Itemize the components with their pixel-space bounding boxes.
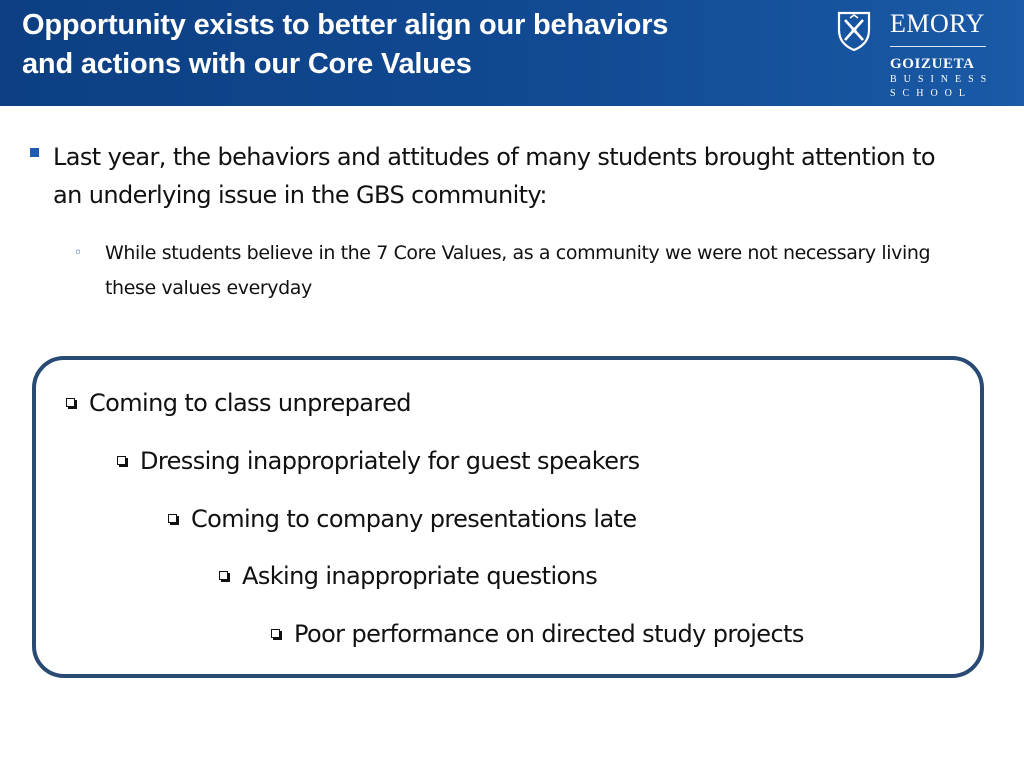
slide-title-line1: Opportunity exists to better align our behaviors	[22, 9, 669, 41]
logo-divider	[890, 46, 986, 47]
checkbox-bullet-icon	[66, 398, 75, 407]
behavior-item-text: Coming to company presentations late	[191, 505, 637, 533]
sub-bullet-text: While students believe in the 7 Core Values, as a community we were not necessary living these values everyday	[105, 242, 931, 299]
behavior-item-text: Poor performance on directed study projects	[294, 620, 804, 648]
logo-emory-text: EMORY	[890, 9, 985, 38]
checkbox-bullet-icon	[219, 571, 228, 580]
checkbox-bullet-icon	[168, 514, 177, 523]
logo-business-text: BUSINESS	[890, 74, 994, 85]
emory-goizueta-logo	[834, 6, 994, 102]
logo-school-text: SCHOOL	[890, 88, 973, 99]
behavior-item-text: Asking inappropriate questions	[242, 562, 598, 590]
square-bullet-icon	[30, 148, 39, 157]
behavior-item-text: Coming to class unprepared	[89, 389, 411, 417]
header-band	[0, 0, 1024, 106]
logo-goizueta-text: GOIZUETA	[890, 56, 975, 72]
checkbox-bullet-icon	[117, 456, 126, 465]
slide-title-line2: and actions with our Core Values	[22, 48, 472, 80]
emory-shield-icon	[836, 10, 872, 52]
checkbox-bullet-icon	[271, 629, 280, 638]
behavior-item-text: Dressing inappropriately for guest speakers	[140, 447, 640, 475]
circle-bullet-icon: ◦	[74, 245, 83, 261]
main-bullet-text: Last year, the behaviors and attitudes of many students brought attention to an underlying issue in the GBS community:	[53, 143, 935, 209]
slide-title	[22, 6, 822, 84]
